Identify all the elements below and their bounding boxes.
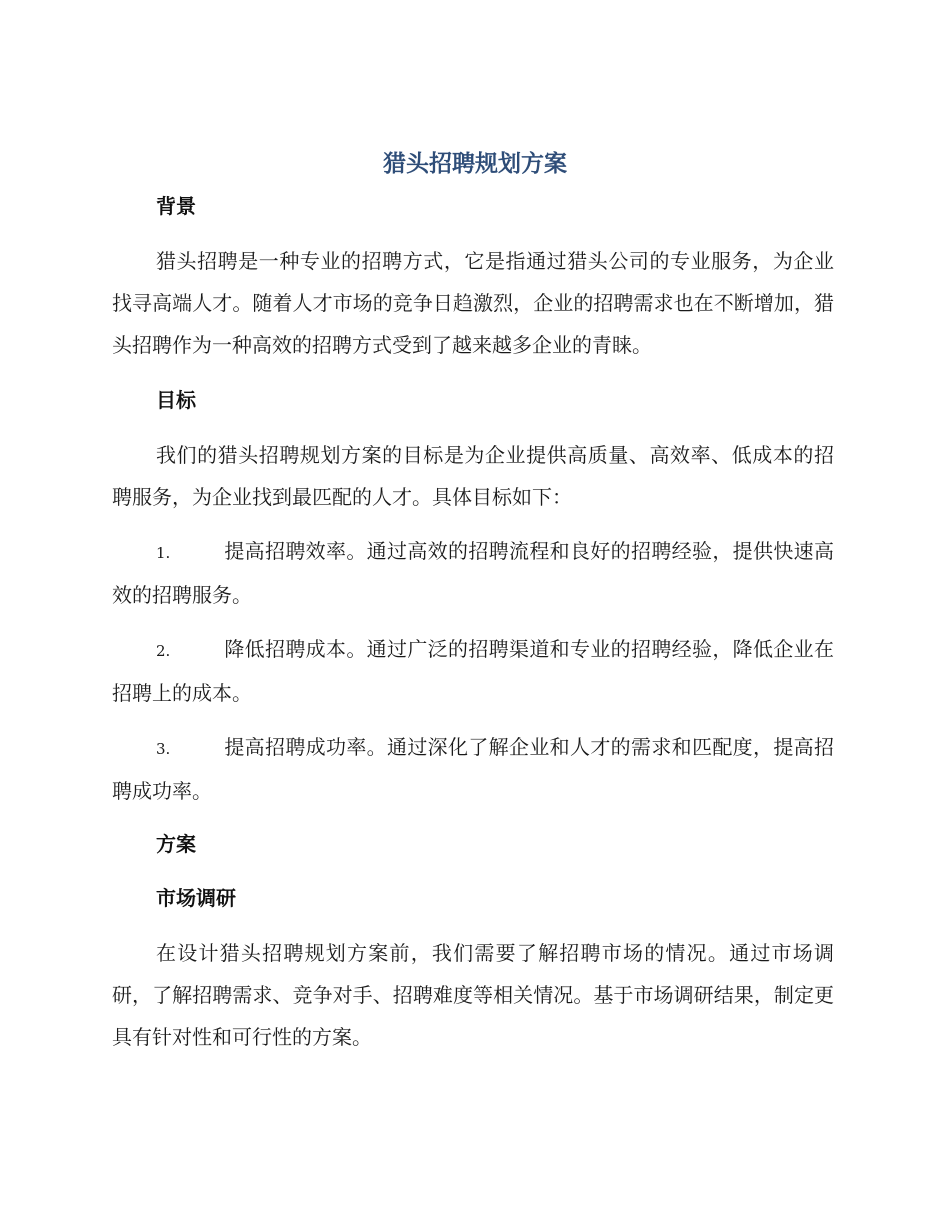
paragraph-market-research: 在设计猎头招聘规划方案前，我们需要了解招聘市场的情况。通过市场调研，了解招聘需求、竞争对手、招聘难度等相关情况。基于市场调研结果，制定更具有针对性和可行性的方案。 (112, 941, 834, 1049)
heading-background: 背景 (156, 194, 196, 218)
list-text: 降低招聘成本。通过广泛的招聘渠道和专业的招聘经验，降低企业在招聘上的成本。 (112, 637, 834, 705)
list-item-goal-1 (112, 530, 834, 616)
list-text: 提高招聘效率。通过高效的招聘流程和良好的招聘经验，提供快速高效的招聘服务。 (112, 539, 834, 607)
paragraph-background: 猎头招聘是一种专业的招聘方式，它是指通过猎头公司的专业服务，为企业找寻高端人才。随着人才市场的竞争日趋激烈，企业的招聘需求也在不断增加，猎头招聘作为一种高效的招聘方式受到了越来越多企业的青睐。 (112, 249, 834, 357)
heading-goal: 目标 (156, 388, 196, 412)
list-text: 提高招聘成功率。通过深化了解企业和人才的需求和匹配度，提高招聘成功率。 (112, 735, 834, 803)
paragraph-goal: 我们的猎头招聘规划方案的目标是为企业提供高质量、高效率、低成本的招聘服务，为企业找到最匹配的人才。具体目标如下： (112, 443, 834, 509)
list-item-goal-2 (112, 628, 834, 714)
heading-market-research: 市场调研 (156, 886, 236, 910)
heading-plan: 方案 (156, 832, 196, 856)
document-title: 猎头招聘规划方案 (383, 151, 567, 177)
list-number: 2. (156, 642, 171, 660)
list-item-goal-3 (112, 726, 834, 812)
list-number: 1. (156, 544, 171, 562)
list-number: 3. (156, 740, 171, 758)
